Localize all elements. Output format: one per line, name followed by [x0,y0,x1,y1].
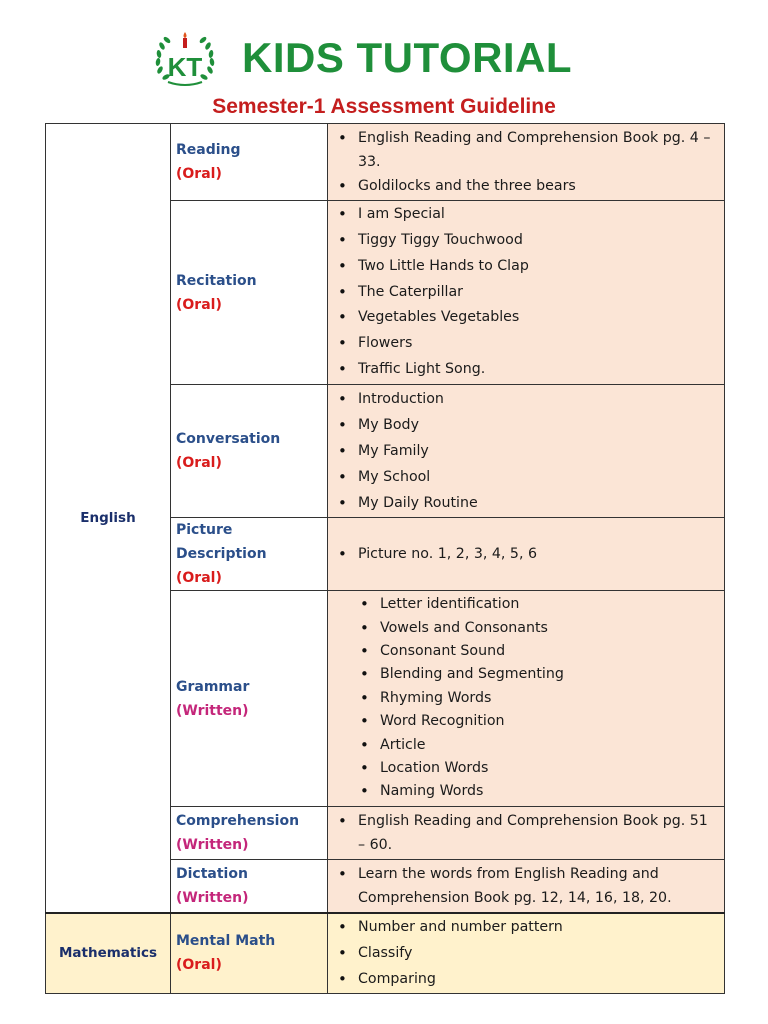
list-item: • Article [328,734,716,757]
svg-text:KT: KT [167,52,203,82]
topic-list [328,542,724,566]
list-item: • My School [328,464,716,490]
list-item: • English Reading and Comprehension Book pg. 4 – 33. [328,126,716,174]
topic-list [328,809,724,857]
component-cell [171,860,328,913]
kids-tutorial-logo-icon [150,30,220,90]
assessment-type: (Oral) [176,570,222,586]
list-item: • My Body [328,412,716,438]
component-cell [171,201,328,385]
list-item: • Rhyming Words [328,687,716,710]
page-header [0,0,768,124]
topics-cell [328,860,725,913]
topics-cell [328,518,725,591]
list-item: • Traffic Light Song. [328,357,716,383]
list-item: • Consonant Sound [328,640,716,663]
list-item: • Letter identification [328,593,716,616]
component-name: Recitation [176,272,257,289]
list-item: • Goldilocks and the three bears [328,174,716,198]
list-item: • My Family [328,438,716,464]
list-item: • The Caterpillar [328,280,716,306]
component-cell [171,518,328,591]
component-cell [171,385,328,518]
page-title: Semester-1 Assessment Guideline [212,95,556,118]
component-cell [171,591,328,807]
topic-list [328,126,724,198]
component-name: Mental Math [176,933,276,950]
table-row-reading [46,124,725,201]
component-cell [171,124,328,201]
component-cell [171,913,328,994]
list-item: • Vowels and Consonants [328,617,716,640]
topics-cell [328,201,725,385]
topic-list [328,914,724,992]
list-item: • Classify [328,940,716,966]
component-name: Dictation [176,865,248,882]
subject-mathematics: Mathematics [46,913,171,994]
list-item: • Vegetables Vegetables [328,305,716,331]
list-item: • Picture no. 1, 2, 3, 4, 5, 6 [328,542,716,566]
subject-english: English [46,124,171,913]
topic-list [328,593,724,804]
assessment-type: (Oral) [176,166,222,182]
assessment-type: (Oral) [176,957,222,974]
topic-list [328,202,724,383]
list-item: • Blending and Segmenting [328,663,716,686]
assessment-table [45,123,725,994]
component-cell [171,807,328,860]
component-name: Comprehension [176,813,300,829]
list-item: • Comparing [328,966,716,992]
list-item: • Learn the words from English Reading and Comprehension Book pg. 12, 14, 16, 18, 20. [328,862,716,910]
topics-cell [328,385,725,518]
component-name: Conversation [176,431,281,447]
brand-name: KIDS TUTORIAL [242,34,573,81]
list-item: • Two Little Hands to Clap [328,254,716,280]
assessment-type: (Oral) [176,455,222,471]
topic-list [328,386,724,516]
list-item: • Naming Words [328,780,716,803]
list-item: • English Reading and Comprehension Book pg. 51 – 60. [328,809,716,857]
assessment-type: (Written) [176,889,249,906]
assessment-type: (Oral) [176,296,222,313]
topic-list [328,862,724,910]
list-item: • I am Special [328,202,716,228]
component-name: Grammar [176,678,250,695]
assessment-type: (Written) [176,702,249,719]
list-item: • Word Recognition [328,710,716,733]
list-item: • Tiggy Tiggy Touchwood [328,228,716,254]
list-item: • Introduction [328,386,716,412]
list-item: • Number and number pattern [328,914,716,940]
component-name: Picture Description [176,522,267,562]
list-item: • My Daily Routine [328,490,716,516]
assessment-type: (Written) [176,837,249,853]
table-row-mental-math [46,913,725,994]
topics-cell [328,591,725,807]
list-item: • Location Words [328,757,716,780]
topics-cell [328,913,725,994]
topics-cell [328,124,725,201]
component-name: Reading [176,142,241,158]
topics-cell [328,807,725,860]
list-item: • Flowers [328,331,716,357]
